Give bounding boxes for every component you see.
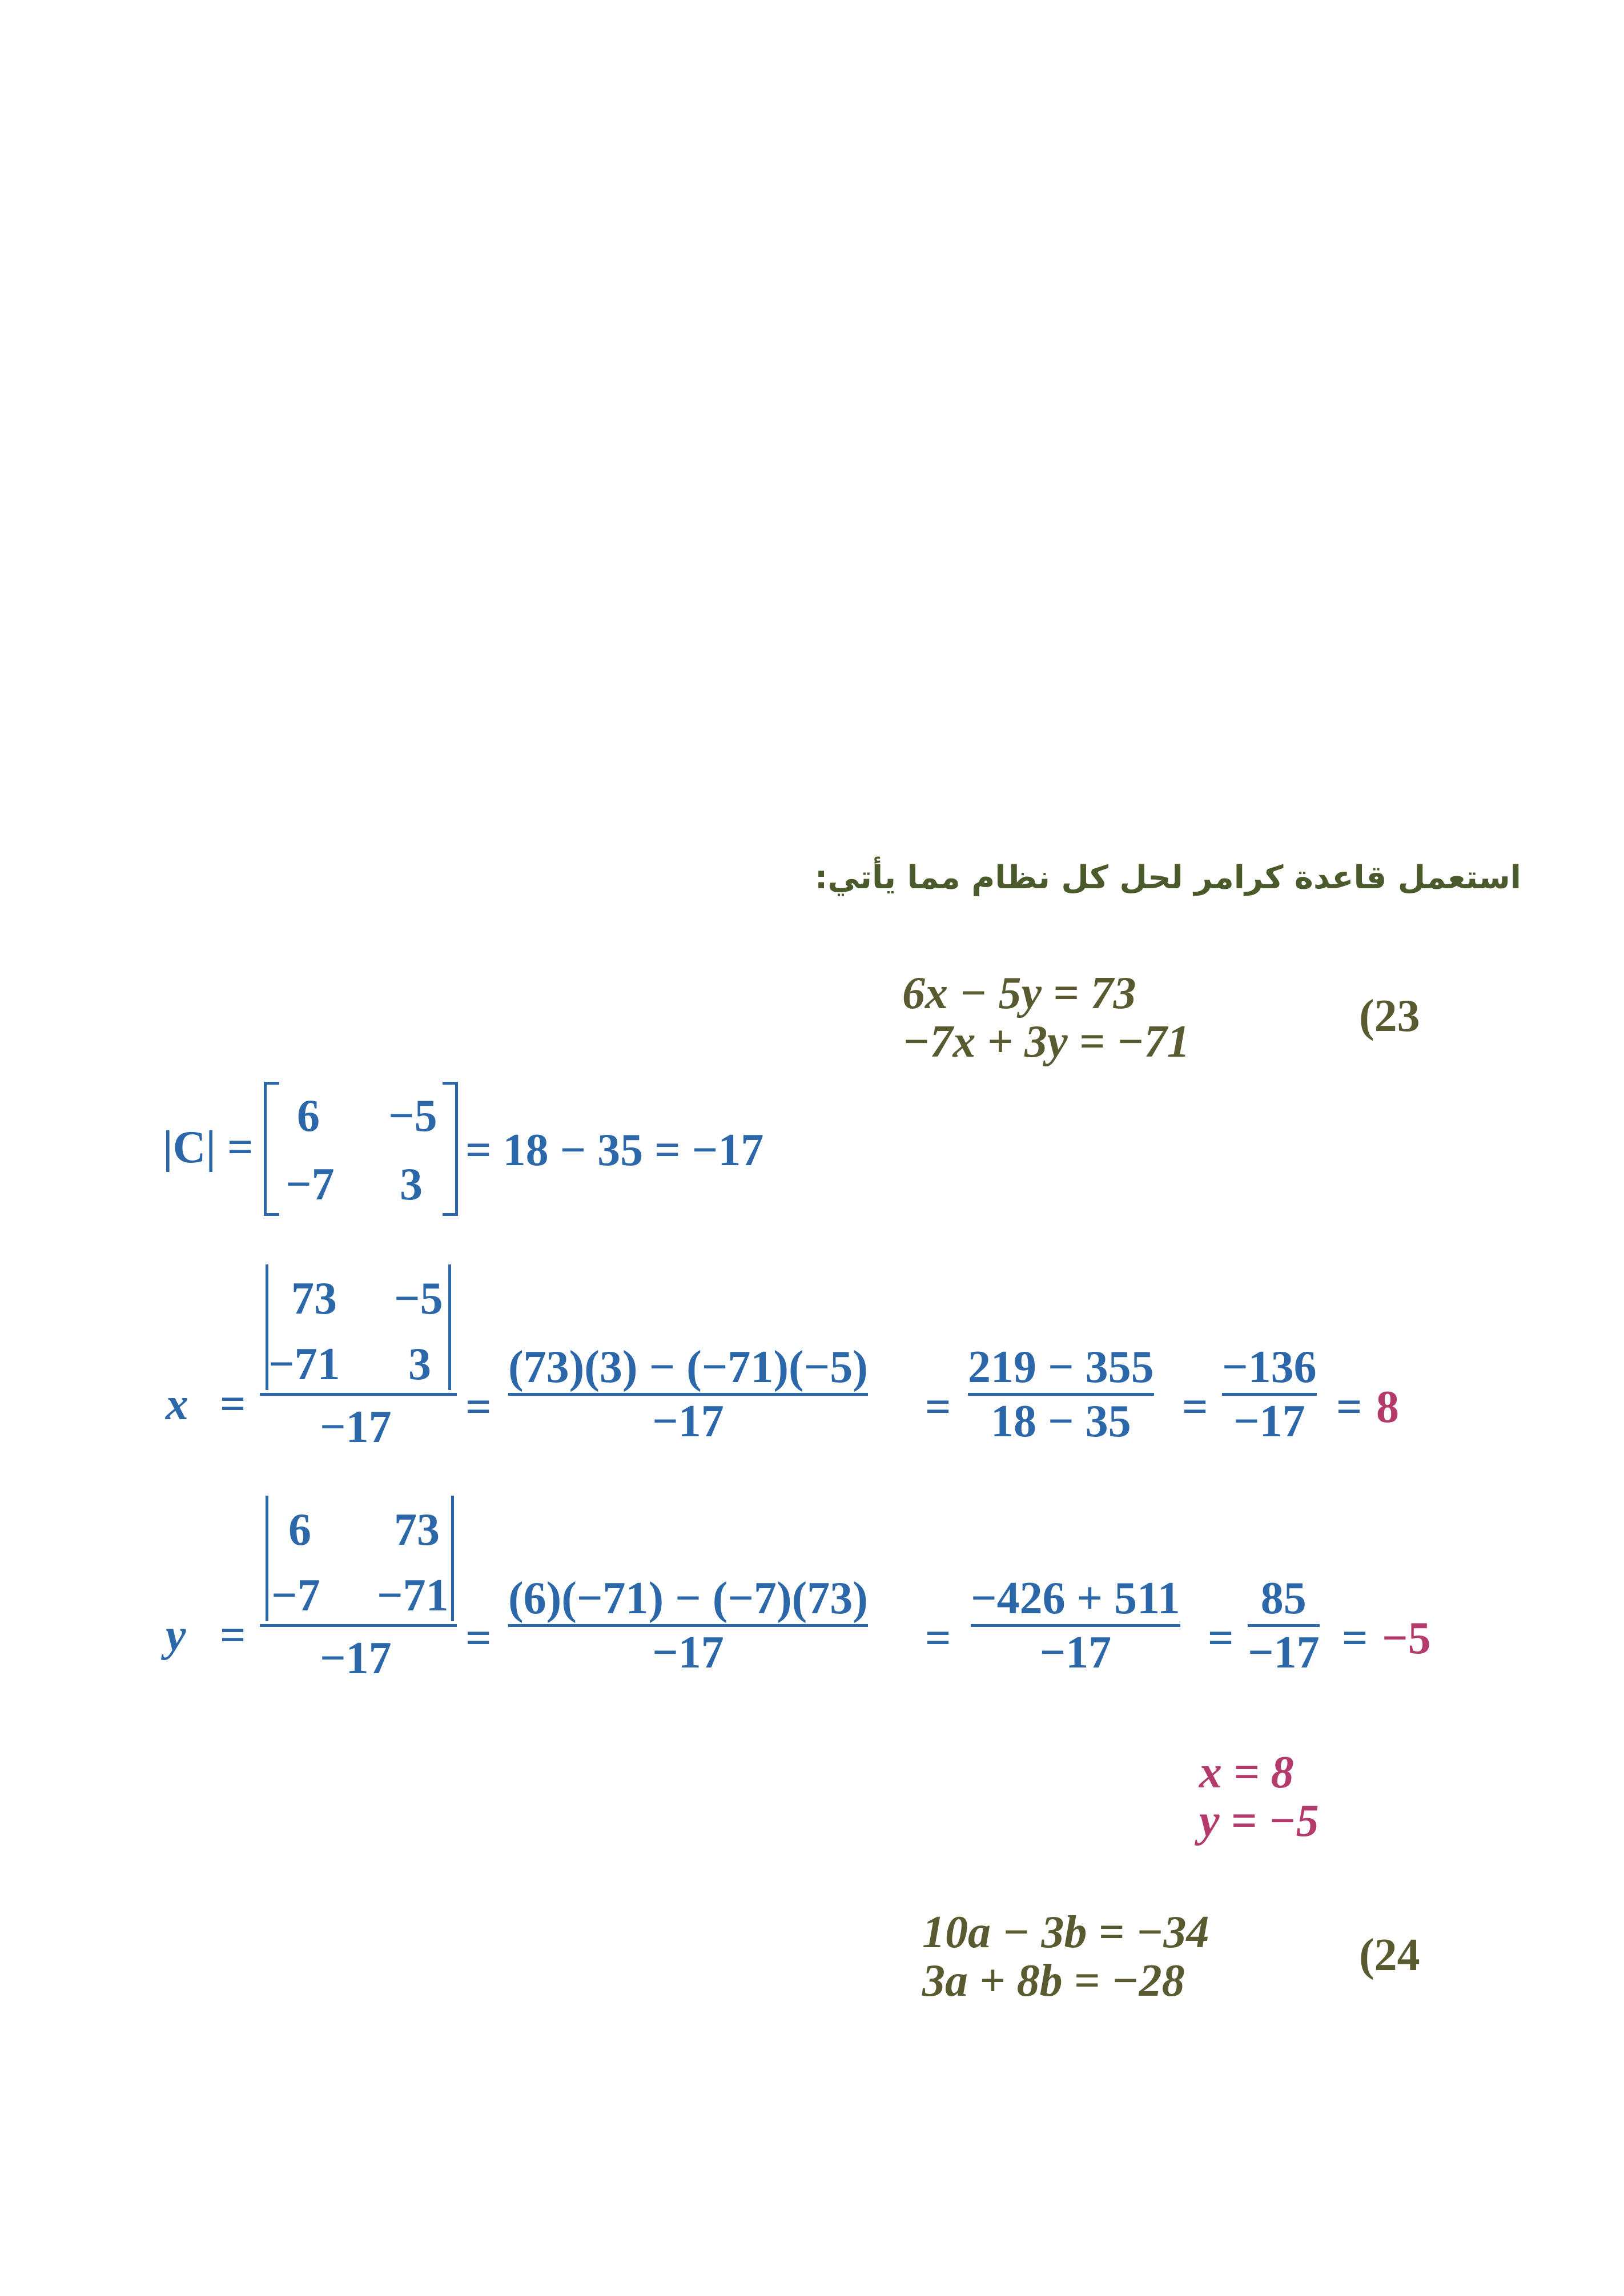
det-c-m11: 6 xyxy=(297,1091,320,1141)
det-c-m12: −5 xyxy=(388,1091,437,1141)
x-equals-2: = xyxy=(465,1382,492,1432)
y-det-m22: −71 xyxy=(377,1570,449,1621)
y-step-3-fraction xyxy=(1248,1573,1320,1678)
y-equals-3: = xyxy=(925,1613,951,1663)
answer-x: x = 8 xyxy=(1199,1747,1294,1798)
problem-23-equation-2: −7x + 3y = −71 xyxy=(902,1017,1190,1067)
y-step-1-denominator: −17 xyxy=(652,1628,724,1678)
y-det-denominator: −17 xyxy=(320,1633,392,1683)
x-det-denominator: −17 xyxy=(320,1402,392,1452)
x-det-m22: 3 xyxy=(408,1339,431,1389)
det-c-result: = 18 − 35 = −17 xyxy=(465,1125,764,1175)
x-variable: x xyxy=(166,1379,188,1429)
x-step-3-fraction xyxy=(1222,1342,1317,1447)
x-step-1-numerator: (73)(3) − (−71)(−5) xyxy=(508,1342,868,1392)
y-step-2-numerator: −426 + 511 xyxy=(971,1573,1180,1624)
problem-23-equation-1: 6x − 5y = 73 xyxy=(902,968,1136,1018)
x-det-m12: −5 xyxy=(394,1274,443,1324)
x-det-m21: −71 xyxy=(268,1339,340,1389)
x-step-1-denominator: −17 xyxy=(652,1396,724,1447)
det-c-right-bracket xyxy=(443,1082,458,1216)
x-equals-4: = xyxy=(1182,1382,1208,1432)
instruction-heading: استعمل قاعدة كرامر لحل كل نظام مما يأتي: xyxy=(814,859,1521,896)
y-variable: y xyxy=(166,1610,186,1661)
det-c-left-bracket xyxy=(264,1082,279,1216)
x-result: 8 xyxy=(1376,1382,1399,1432)
x-det-right-bar xyxy=(448,1264,451,1390)
x-step-2-denominator: 18 − 35 xyxy=(991,1396,1131,1447)
y-equals-4: = xyxy=(1208,1613,1234,1663)
y-result: −5 xyxy=(1382,1613,1431,1663)
x-step-3-numerator: −136 xyxy=(1222,1342,1317,1392)
problem-23-number: (23 xyxy=(1359,991,1420,1041)
det-c-m22: 3 xyxy=(400,1159,423,1210)
x-step-2-numerator: 219 − 355 xyxy=(968,1342,1154,1392)
x-det-m11: 73 xyxy=(291,1274,337,1324)
y-det-m12: 73 xyxy=(394,1505,440,1555)
y-step-1-numerator: (6)(−71) − (−7)(73) xyxy=(508,1573,868,1624)
answer-y: y = −5 xyxy=(1199,1796,1319,1846)
y-det-m11: 6 xyxy=(288,1505,311,1555)
y-equals-5: = xyxy=(1342,1613,1368,1663)
y-det-m21: −7 xyxy=(271,1570,320,1621)
det-c-m21: −7 xyxy=(286,1159,335,1210)
problem-24-equation-2: 3a + 8b = −28 xyxy=(922,1956,1185,2006)
x-main-fraction-bar xyxy=(260,1393,457,1396)
x-equals-3: = xyxy=(925,1382,951,1432)
x-step-2-fraction xyxy=(968,1342,1154,1447)
x-equals: = xyxy=(220,1379,246,1429)
det-c-label: |C| = xyxy=(163,1122,254,1173)
y-det-left-bar xyxy=(266,1496,268,1621)
y-det-right-bar xyxy=(451,1496,454,1621)
problem-24-equation-1: 10a − 3b = −34 xyxy=(922,1907,1209,1957)
problem-24-number: (24 xyxy=(1359,1930,1420,1980)
x-step-3-denominator: −17 xyxy=(1233,1396,1305,1447)
y-step-1-fraction xyxy=(508,1573,868,1678)
y-step-3-numerator: 85 xyxy=(1260,1573,1307,1624)
y-step-2-fraction xyxy=(971,1573,1180,1678)
y-equals: = xyxy=(220,1610,246,1661)
y-step-3-denominator: −17 xyxy=(1248,1628,1320,1678)
x-step-1-fraction xyxy=(508,1342,868,1447)
x-equals-5: = xyxy=(1336,1382,1362,1432)
y-main-fraction-bar xyxy=(260,1624,457,1627)
y-step-2-denominator: −17 xyxy=(1039,1628,1112,1678)
y-equals-2: = xyxy=(465,1613,492,1663)
